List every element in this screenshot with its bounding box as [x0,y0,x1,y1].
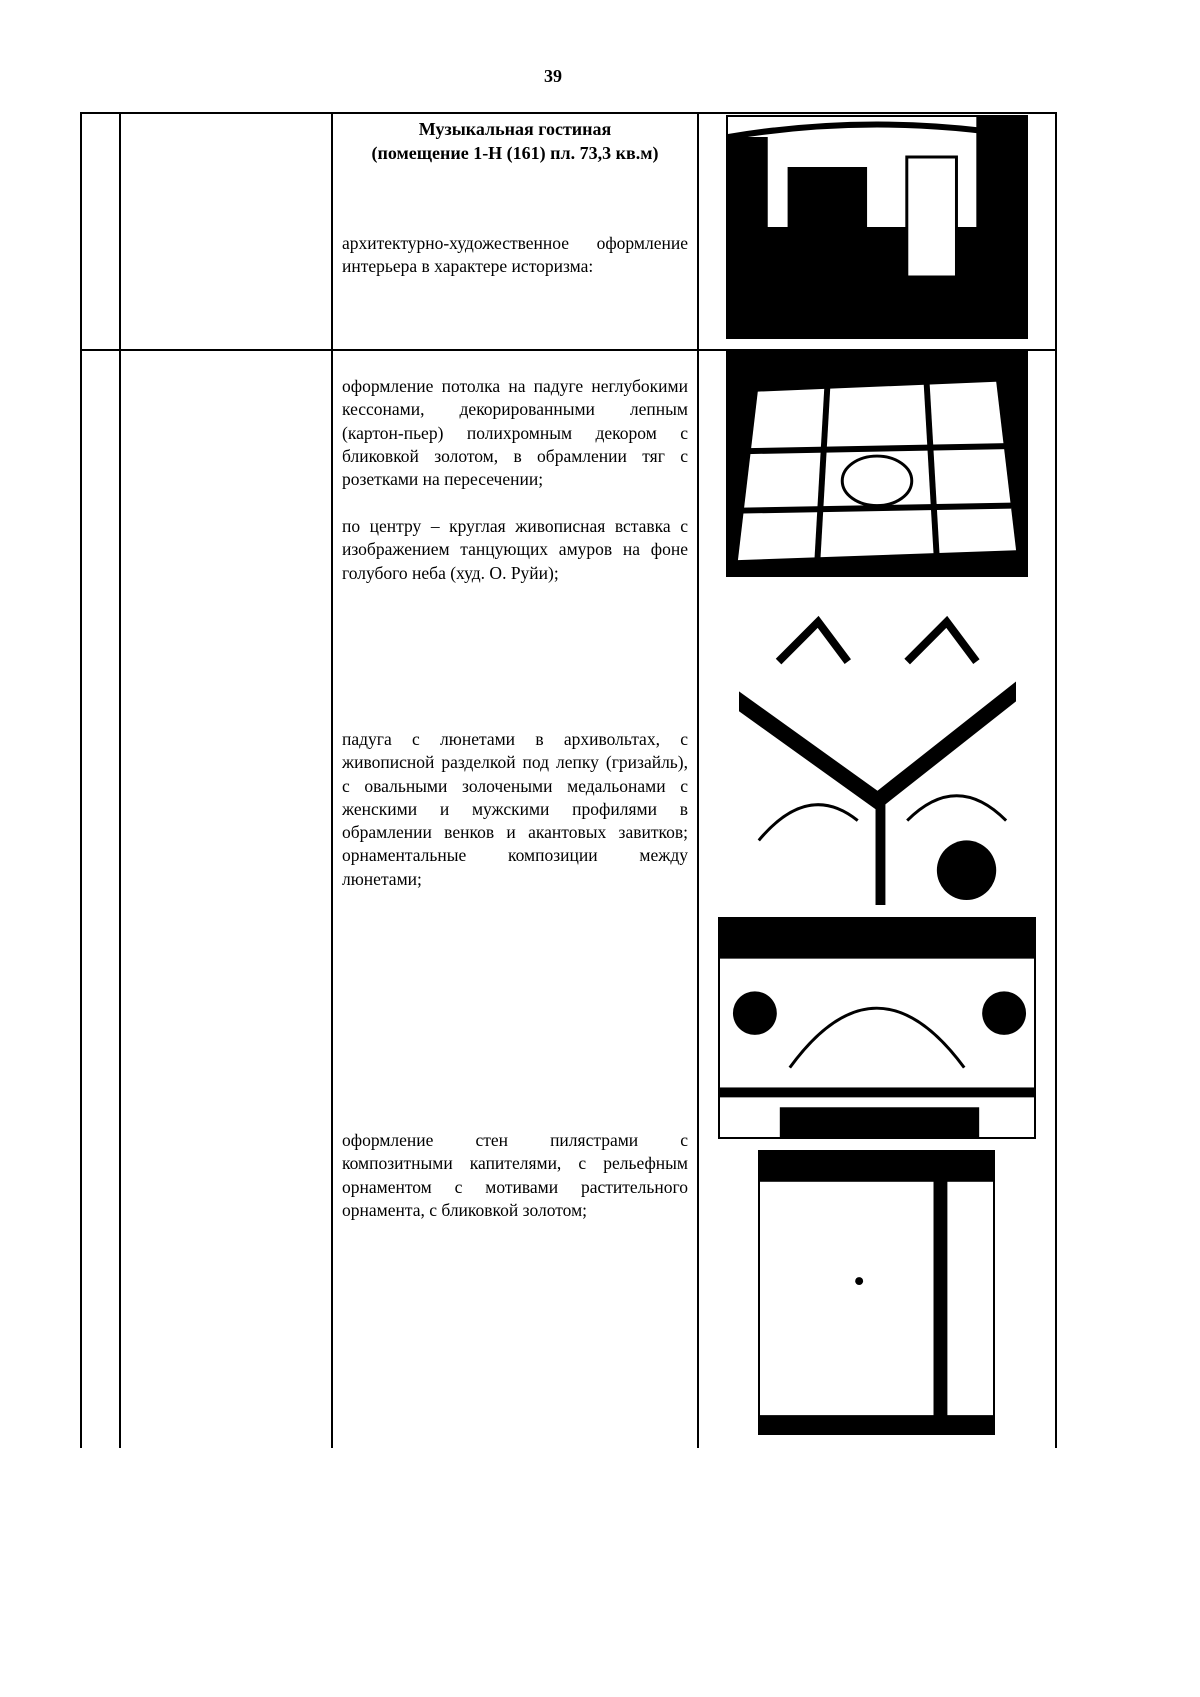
paragraph-paduga: падуга с люнетами в архивольтах, с живописной разделкой под лепку (гризайль), с овальными золочеными медальонами с женскими и мужскими профилями в обрамлении венков и акантовых завитков; орнаментальные композиции между люнетами; [342,729,688,889]
table-column-divider [331,113,333,1448]
photo-paduga-lunettes [737,600,1018,907]
paragraph-walls: оформление стен пилястрами с композитными капителями, с рельефным орнаментом с мотивами растительного орнамента, с бликовкой золотом; [342,1130,688,1220]
table-border-right [1055,113,1057,1448]
photo-ceiling-coffers [726,350,1028,577]
section-title-line1: Музыкальная гостиная [418,119,612,139]
table-column-divider [697,113,699,1448]
table-column-divider [119,113,121,1448]
photo-wall-pilaster [758,1150,995,1435]
table-border-left [80,113,82,1448]
section-title-line2: (помещение 1-Н (161) пл. 73,3 кв.м) [371,143,659,163]
photo-arch-ornament [718,917,1036,1139]
photo-room-interior [726,115,1028,339]
paragraph-center-insert: по центру – круглая живописная вставка с изображением танцующих амуров на фоне голубого неба (худ. О. Руйи); [342,516,688,583]
table-border-top [80,112,1057,114]
paragraph-ceiling: оформление потолка на падуге неглубокими кессонами, декорированными лепным (картон-пьер) полихромным декором с бликовкой золотом, в обрамлении тяг с розетками на пересечении; [342,376,688,490]
paragraph-interior: архитектурно-художественное оформление интерьера в характере историзма: [342,233,688,277]
section-title [334,117,696,165]
page-number: 39 [544,66,562,86]
